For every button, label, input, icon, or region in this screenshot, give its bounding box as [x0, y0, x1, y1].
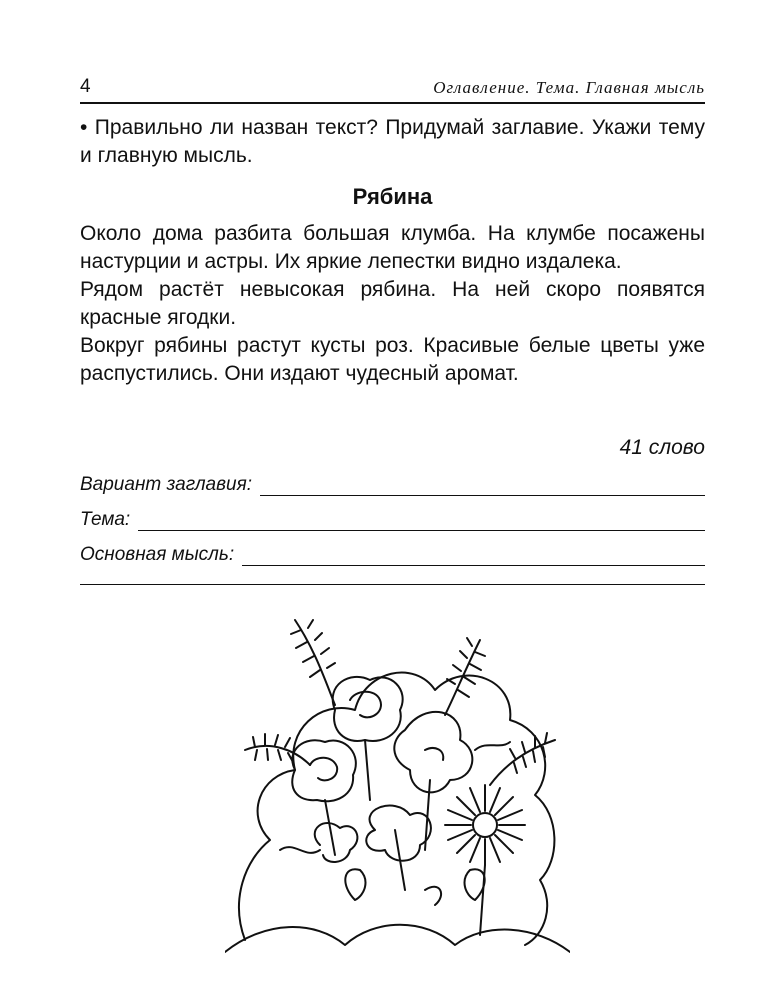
main-idea-label: Основная мысль: [80, 544, 235, 565]
main-idea-answer-line[interactable] [242, 543, 705, 566]
main-idea-field[interactable] [80, 536, 705, 566]
title-variant-answer-line[interactable] [260, 473, 705, 496]
title-variant-field[interactable] [80, 466, 705, 496]
page-header [80, 72, 705, 104]
story-paragraph: Около дома разбита большая клумба. На клумбе посажены настурции и астры. Их яркие лепестки видно издалека. [80, 222, 705, 273]
theme-field[interactable] [80, 501, 705, 531]
lily-icon [394, 712, 472, 850]
running-title: Оглавление. Тема. Главная мысль [433, 78, 705, 97]
aster-icon [445, 785, 525, 935]
extra-answer-line[interactable] [80, 584, 705, 585]
page-number: 4 [80, 76, 91, 97]
theme-label: Тема: [80, 509, 131, 530]
flower-bush-illustration [225, 600, 570, 955]
rose-top-icon [333, 677, 403, 800]
story-paragraph: Вокруг рябины растут кусты роз. Красивые белые цветы уже распустились. Они издают чудесный аромат. [80, 334, 705, 385]
word-count: 41 слово [619, 436, 705, 459]
story-text [80, 220, 705, 388]
task-instruction: • Правильно ли назван текст? Придумай заглавие. Укажи тему и главную мысль. [80, 116, 705, 167]
theme-answer-line[interactable] [138, 508, 705, 531]
story-paragraph: Рядом растёт невысокая рябина. На ней скоро появятся красные ягодки. [80, 278, 705, 329]
story-title: Рябина [352, 184, 433, 209]
title-variant-label: Вариант заглавия: [80, 474, 253, 495]
